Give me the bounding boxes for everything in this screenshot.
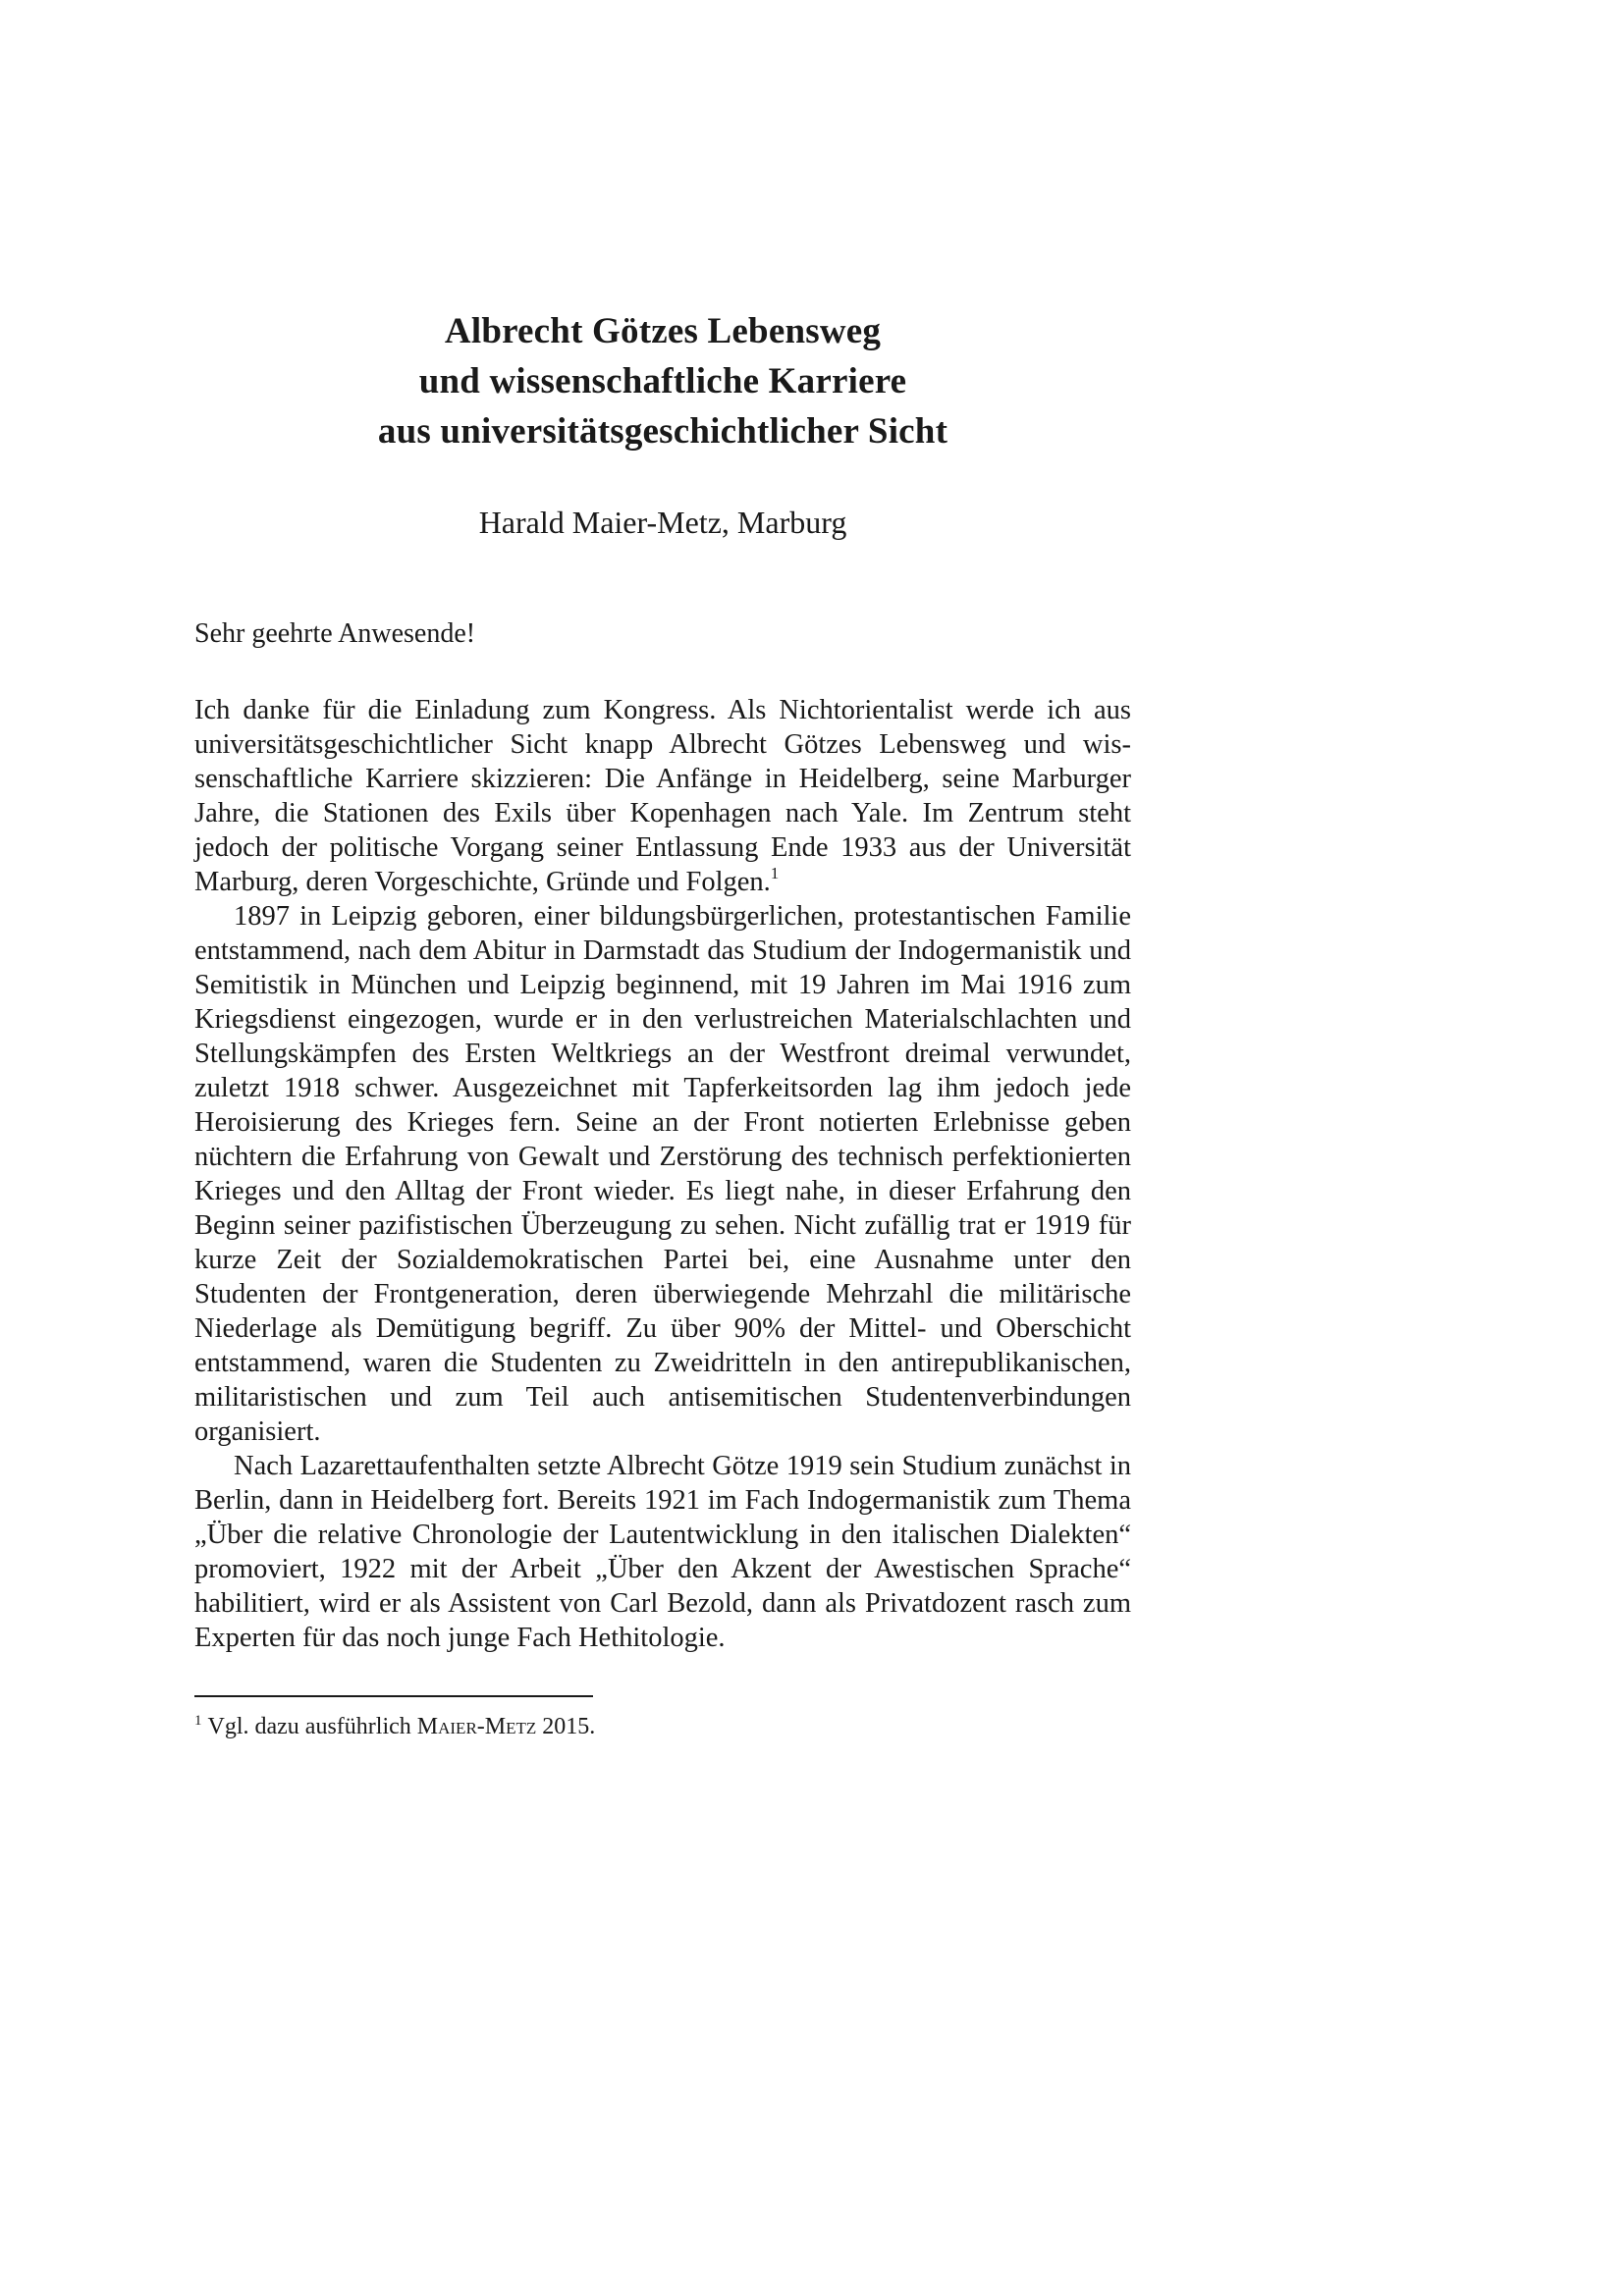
salutation: Sehr geehrte Anwesende!	[194, 618, 476, 649]
footnote-text-before: Vgl. dazu ausführlich	[207, 1714, 411, 1739]
footnote-number: 1	[194, 1713, 202, 1729]
title-line-3: aus universitätsgeschichtlicher Sicht	[377, 411, 948, 452]
paragraph-1	[194, 693, 1131, 899]
paragraph-3: Nach Lazarettaufenthalten setzte Albrecht Götze 1919 sein Studium zunächst in Berlin, dann in Heidelberg fort. Bereits 1921 im Fach Indogermanistik zum Thema „Über die relative Chronologie der Lautentwicklung in den italischen Dialekten“ promoviert, 1922 mit der Arbeit „Über den Akzent der Awestischen Sprache“ habilitiert, wird er als Assistent von Carl Bezold, dann als Privatdozent rasch zum Experten für das noch junge Fach Hethitologie.	[194, 1451, 1131, 1653]
footnote-text-after: 2015.	[542, 1714, 596, 1739]
paragraph-2: 1897 in Leipzig geboren, einer bildungsbürgerlichen, protestantischen Familie entstammend, nach dem Abitur in Darmstadt das Studium der Indogermanistik und Semitistik in München und Leipzig beginnend, mit 19 Jahren im Mai 1916 zum Kriegsdienst eingezogen, wurde er in den verlustreichen Materialschlachten und Stellungskämpfen des Ersten Weltkriegs an der Westfront dreimal verwundet, zuletzt 1918 schwer. Ausgezeichnet mit Tapferkeitsorden lag ihm jedoch jede Heroisierung des Krieges fern. Seine an der Front notierten Erlebnisse geben nüchtern die Erfahrung von Gewalt und Zerstörung des technisch perfektionierten Krieges und den Alltag der Front wieder. Es liegt nahe, in dieser Erfahrung den Beginn seiner pazifistischen Überzeugung zu sehen. Nicht zufällig trat er 1919 für kurze Zeit der Sozialdemokratischen Partei bei, eine Ausnahme unter den Studenten der Frontgeneration, deren überwiegende Mehrzahl die militärische Niederlage als Demütigung begriff. Zu über 90% der Mittel- und Oberschicht entstammend, waren die Studenten zu Zweidritteln in den antirepublikanischen, militaristischen und zum Teil auch antisemitischen Studentenverbindungen organisiert.	[194, 901, 1131, 1447]
footnote-author: Maier-Metz	[416, 1714, 537, 1739]
footnote-divider	[194, 1695, 593, 1697]
author-line: Harald Maier-Metz, Marburg	[478, 505, 847, 540]
body-text	[194, 693, 1131, 1655]
title-line-1: Albrecht Götzes Lebensweg	[444, 311, 882, 351]
title-block	[194, 306, 1131, 456]
paragraph-1-text: Ich danke für die Einladung zum Kongress. Als Nichtorientalist werde ich aus universitätsgeschichtlicher Sicht knapp Albrecht Götzes Lebensweg und wissenschaftliche Karriere skizzieren: Die Anfänge in Heidelberg, seine Marburger Jahre, die Stationen des Exils über Kopenhagen nach Yale. Im Zentrum steht jedoch der politische Vorgang seiner Entlassung Ende 1933 aus der Universität Marburg, deren Vorgeschichte, Gründe und Folgen.	[194, 695, 1131, 897]
footnote-ref-1[interactable]: 1	[770, 864, 780, 882]
footnote-1	[194, 1712, 595, 1741]
title-line-2: und wissenschaftliche Karriere	[418, 361, 907, 401]
